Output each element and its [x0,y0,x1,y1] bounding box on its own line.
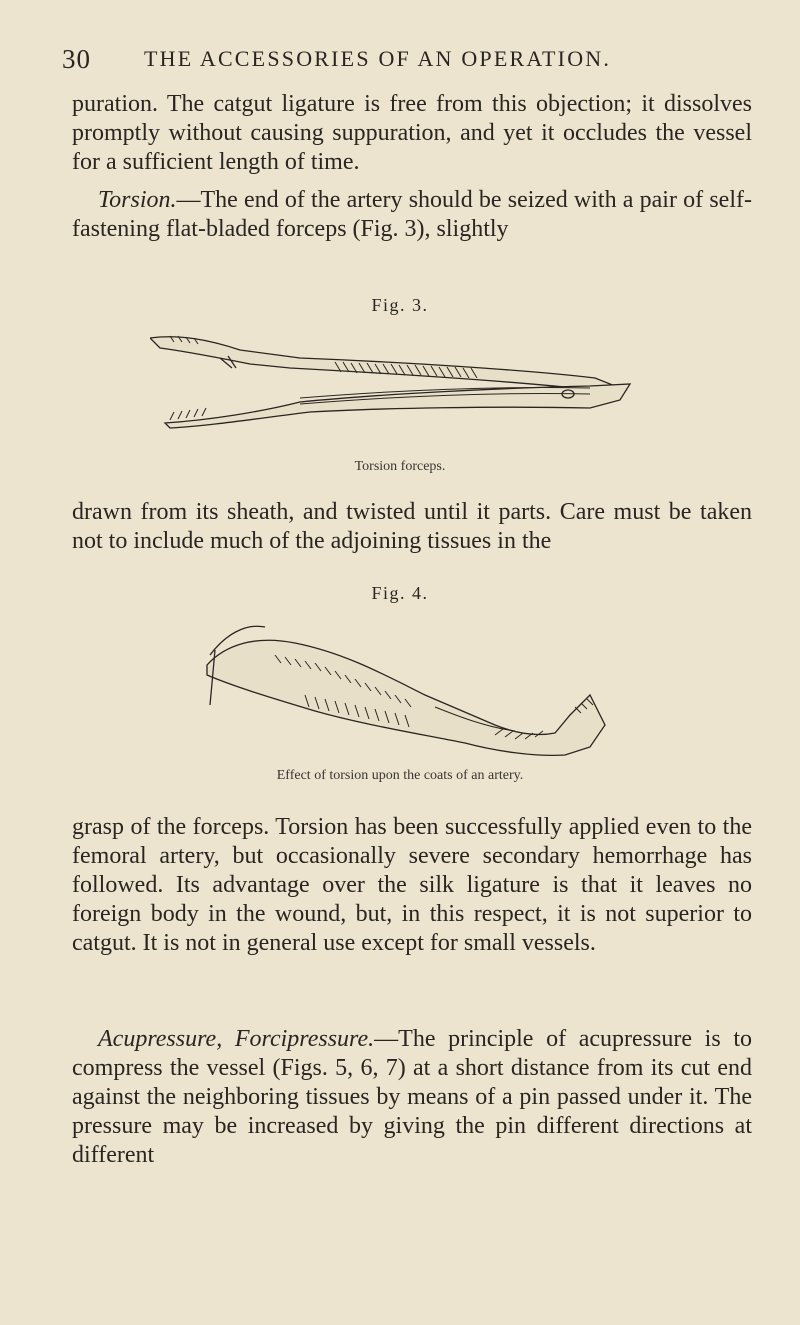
paragraph-acupressure [72,1025,752,1170]
paragraph-text: grasp of the forceps. Torsion has been successfully applied even to the femoral artery, but occasionally severe secondary hemorrhage has followed. Its advantage over the silk ligature is that it leaves no foreign body in the wound, but, in this respect, it is not superior to catgut. It is not in general use except for small vessels. [72,814,752,956]
page-number: 30 [62,44,91,74]
figure-label-4: Fig. 4. [371,583,429,603]
section-heading-torsion: Torsion. [98,187,177,213]
artery-torsion-illustration [195,615,615,765]
paragraph-text: —The end of the artery should be seized with a pair of self-fastening flat-bladed forceps (Fig. 3), slightly [72,187,752,242]
figure-caption-4: Effect of torsion upon the coats of an artery. [276,768,524,783]
figure-label-3: Fig. 3. [371,295,429,315]
paragraph-text: —The principle of acupressure is to compress the vessel (Figs. 5, 6, 7) at a short distance from its cut end against the neighboring tissues by means of a pin passed under it. The pressure may be increased by giving the pin different directions at different [72,1026,752,1168]
paragraph-text: puration. The catgut ligature is free from this objection; it dissolves promptly without causing suppuration, and yet it occludes the vessel for a sufficient length of time. [72,91,752,175]
running-head: THE ACCESSORIES OF AN OPERATION. [144,46,612,71]
figure-caption-3: Torsion forceps. [354,459,446,474]
section-heading-acupressure: Acupressure, Forcipressure. [98,1026,375,1052]
paragraph-torsion-continued [72,498,752,556]
paragraph-catgut [72,90,752,177]
paragraph-torsion [72,186,752,244]
torsion-forceps-illustration [150,328,650,438]
paragraph-torsion-grasp [72,813,752,958]
page-header [62,44,742,84]
paragraph-text: drawn from its sheath, and twisted until it parts. Care must be taken not to include much of the adjoining tissues in the [72,499,752,554]
